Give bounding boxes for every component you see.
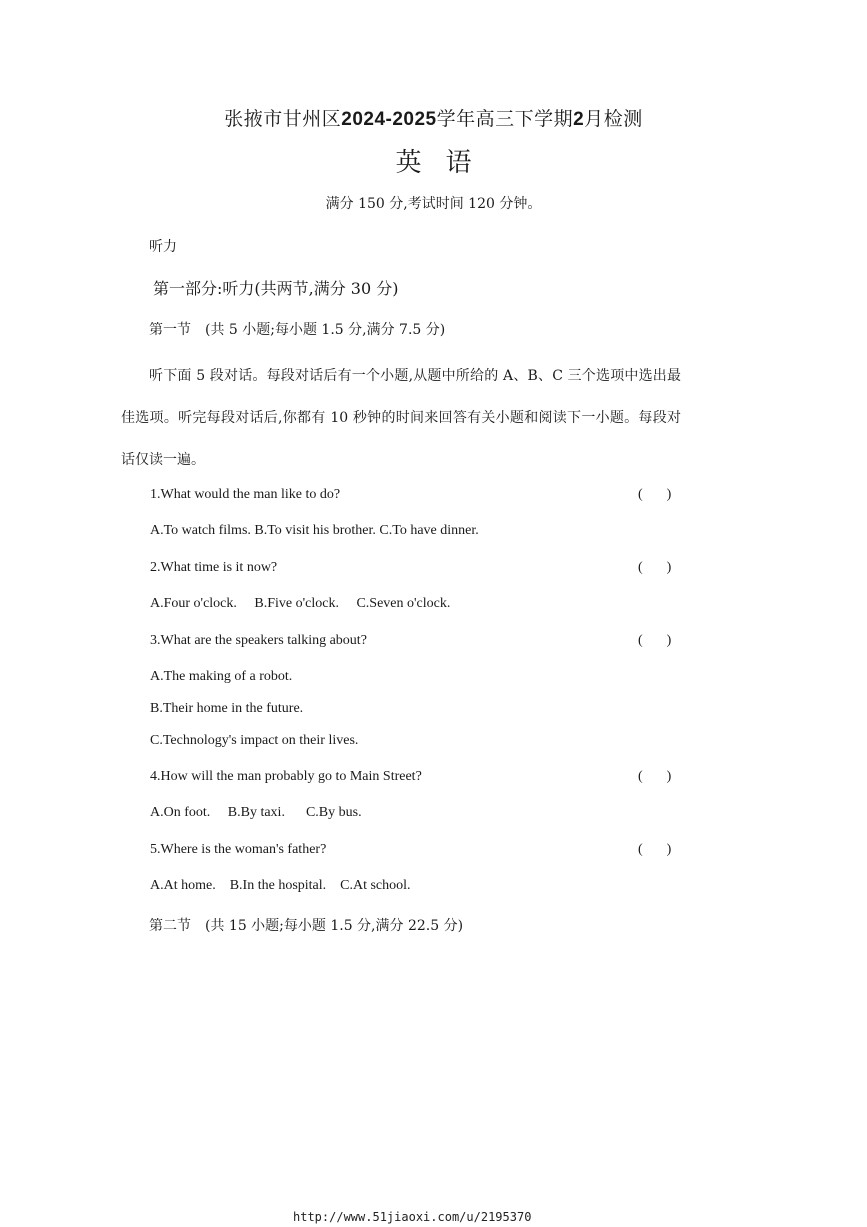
section-two-name: 第二节 [149, 918, 191, 934]
question-1-stem: 1.What would the man like to do? [150, 487, 341, 502]
title-middle: 学年高三下学期 [436, 108, 574, 130]
question-2-stem: 2.What time is it now? [150, 560, 278, 575]
title-prefix: 张掖市甘州区 [224, 108, 342, 130]
question-1-answer-blank: ( ) [638, 487, 672, 502]
question-3-stem: 3.What are the speakers talking about? [150, 633, 367, 648]
title-suffix: 月检测 [584, 108, 643, 130]
section-one-name: 第一节 [149, 322, 191, 338]
question-1-options: A.To watch films. B.To visit his brother. C.To have dinner. [150, 523, 479, 538]
footer-url[interactable]: http://www.51jiaoxi.com/u/2195370 [293, 1210, 532, 1224]
question-5-options: A.At home. B.In the hospital. C.At school. [150, 878, 411, 893]
question-3-answer-blank: ( ) [638, 633, 672, 648]
title-month: 2 [573, 109, 585, 130]
question-4-options: A.On foot. B.By taxi. C.By bus. [150, 805, 362, 820]
question-5-answer-blank: ( ) [638, 842, 672, 857]
question-3-option-c: C.Technology's impact on their lives. [150, 733, 359, 748]
question-3-option-b: B.Their home in the future. [150, 701, 304, 716]
question-5-stem: 5.Where is the woman's father? [150, 842, 327, 857]
subject-title: 英语 [395, 148, 496, 178]
section-two-detail: (共 15 小题;每小题 1.5 分,满分 22.5 分) [205, 918, 464, 934]
section-two-heading [149, 915, 463, 935]
question-4-stem: 4.How will the man probably go to Main Street? [150, 769, 422, 784]
question-2-options: A.Four o'clock. B.Five o'clock. C.Seven o'clock. [150, 596, 451, 611]
score-info: 满分 150 分,考试时间 120 分钟。 [325, 196, 542, 212]
question-3-option-a: A.The making of a robot. [150, 669, 293, 684]
listening-instructions: 听下面 5 段对话。每段对话后有一个小题,从题中所给的 A、B、C 三个选项中选出最佳选项。听完每段对话后,你都有 10 秒钟的时间来回答有关小题和阅读下一小题。每段对话仅读一遍。 [121, 368, 681, 468]
exam-title [0, 104, 867, 131]
part-one-heading: 第一部分:听力(共两节,满分 30 分) [153, 279, 399, 298]
question-2-answer-blank: ( ) [638, 560, 672, 575]
question-4-answer-blank: ( ) [638, 769, 672, 784]
title-years: 2024-2025 [341, 109, 437, 130]
section-label-listening: 听力 [149, 239, 177, 255]
section-one-detail: (共 5 小题;每小题 1.5 分,满分 7.5 分) [205, 322, 446, 338]
section-one-heading [149, 319, 445, 339]
